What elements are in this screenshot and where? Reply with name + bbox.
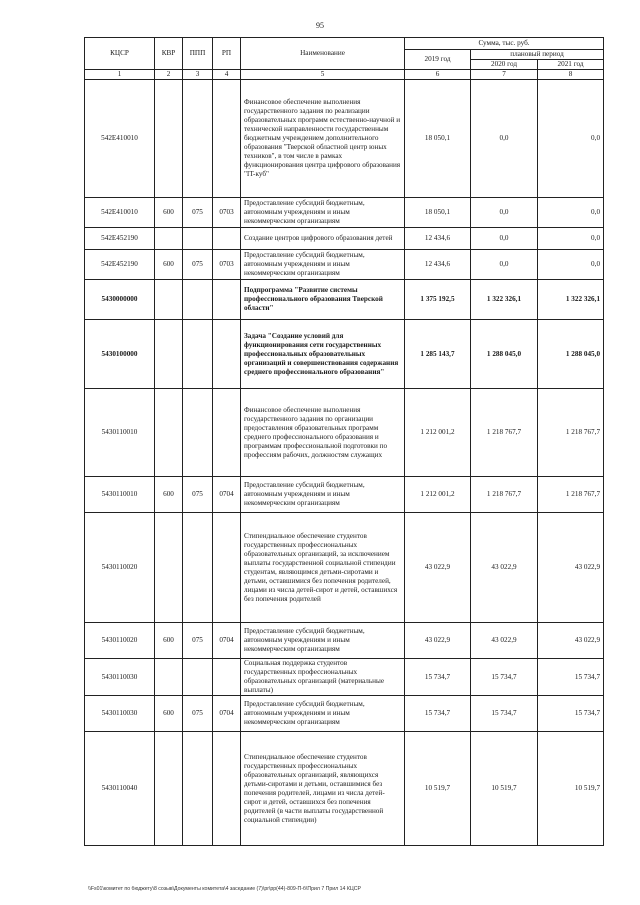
- name-cell: Предоставление субсидий бюджетным, автономным учреждениям и иным некоммерческим организациям: [241, 623, 405, 659]
- kcsr-cell: 542E452190: [85, 228, 155, 250]
- index-cell: 5: [241, 70, 405, 80]
- rp-cell: [213, 513, 241, 623]
- name-cell: Финансовое обеспечение выполнения государственного задания по организации предоставления образовательных программ среднего профессионального образования и программам профессиональной подготовки по профессиям рабочих, должностям служащих: [241, 389, 405, 477]
- value-2020-cell: 1 322 326,1: [471, 280, 538, 320]
- value-2019-cell: 1 212 001,2: [405, 477, 471, 513]
- table-row: [85, 477, 604, 513]
- kvr-cell: [155, 320, 183, 389]
- kcsr-cell: 5430110030: [85, 659, 155, 696]
- index-cell: 2: [155, 70, 183, 80]
- table-row: [85, 513, 604, 623]
- name-cell: Стипендиальное обеспечение студентов государственных профессиональных образовательных организаций, за исключением выплаты государственной социальной стипендии студентам, являющимся детьми-сиротами и детьми, оставшимися без попечения родителей, лицами из числа детей-сирот и детей, оставшихся без попечения родителей: [241, 513, 405, 623]
- name-cell: Предоставление субсидий бюджетным, автономным учреждениям и иным некоммерческим организациям: [241, 477, 405, 513]
- ppp-cell: [183, 732, 213, 846]
- name-cell: Создание центров цифрового образования детей: [241, 228, 405, 250]
- table-row: [85, 659, 604, 696]
- table-row: [85, 389, 604, 477]
- kcsr-cell: 5430100000: [85, 320, 155, 389]
- name-cell: Финансовое обеспечение выполнения государственного задания по реализации образовательных программ естественно-научной и технической направленности государственным бюджетным учреждением дополнительного образования "Тверской областной центр юных техников", в том числе в рамках функционирования центра цифрового образования "IT-куб": [241, 80, 405, 198]
- header-year-2021: 2021 год: [538, 60, 604, 70]
- kcsr-cell: 5430110010: [85, 477, 155, 513]
- kcsr-cell: 5430110040: [85, 732, 155, 846]
- rp-cell: 0704: [213, 623, 241, 659]
- rp-cell: [213, 389, 241, 477]
- kvr-cell: [155, 513, 183, 623]
- value-2020-cell: 43 022,9: [471, 623, 538, 659]
- kcsr-cell: 542E452190: [85, 250, 155, 280]
- value-2019-cell: 43 022,9: [405, 513, 471, 623]
- value-2020-cell: 1 218 767,7: [471, 477, 538, 513]
- table-row: [85, 623, 604, 659]
- table-row: [85, 696, 604, 732]
- value-2021-cell: 43 022,9: [538, 513, 604, 623]
- kcsr-cell: 5430110020: [85, 513, 155, 623]
- value-2020-cell: 1 218 767,7: [471, 389, 538, 477]
- ppp-cell: 075: [183, 477, 213, 513]
- ppp-cell: [183, 659, 213, 696]
- rp-cell: [213, 80, 241, 198]
- kcsr-cell: 542E410010: [85, 198, 155, 228]
- rp-cell: 0704: [213, 477, 241, 513]
- name-cell: Задача "Создание условий для функционирования сети государственных профессиональных образовательных организаций и совершенствования содержания среднего профессионального образования": [241, 320, 405, 389]
- index-cell: 8: [538, 70, 604, 80]
- value-2021-cell: 0,0: [538, 198, 604, 228]
- value-2021-cell: 15 734,7: [538, 659, 604, 696]
- name-cell: Подпрограмма "Развитие системы профессионального образования Тверской области": [241, 280, 405, 320]
- name-cell: Предоставление субсидий бюджетным, автономным учреждениям и иным некоммерческим организациям: [241, 250, 405, 280]
- table-row: [85, 732, 604, 846]
- value-2020-cell: 1 288 045,0: [471, 320, 538, 389]
- value-2019-cell: 1 212 001,2: [405, 389, 471, 477]
- value-2021-cell: 1 322 326,1: [538, 280, 604, 320]
- header-rp: РП: [213, 38, 241, 70]
- rp-cell: [213, 659, 241, 696]
- header-year-2019: 2019 год: [405, 50, 471, 70]
- ppp-cell: [183, 280, 213, 320]
- kvr-cell: [155, 80, 183, 198]
- table-row: [85, 198, 604, 228]
- rp-cell: 0703: [213, 250, 241, 280]
- budget-table: [84, 37, 604, 846]
- kvr-cell: 600: [155, 250, 183, 280]
- kvr-cell: 600: [155, 696, 183, 732]
- kvr-cell: 600: [155, 198, 183, 228]
- value-2021-cell: 0,0: [538, 80, 604, 198]
- value-2021-cell: 1 218 767,7: [538, 477, 604, 513]
- value-2019-cell: 1 285 143,7: [405, 320, 471, 389]
- ppp-cell: [183, 320, 213, 389]
- rp-cell: [213, 228, 241, 250]
- kvr-cell: [155, 228, 183, 250]
- kvr-cell: [155, 732, 183, 846]
- table-row: [85, 80, 604, 198]
- value-2019-cell: 18 050,1: [405, 80, 471, 198]
- kvr-cell: [155, 280, 183, 320]
- value-2019-cell: 10 519,7: [405, 732, 471, 846]
- ppp-cell: 075: [183, 250, 213, 280]
- header-sum: Сумма, тыс. руб.: [405, 38, 604, 50]
- value-2021-cell: 15 734,7: [538, 696, 604, 732]
- ppp-cell: 075: [183, 623, 213, 659]
- index-cell: 3: [183, 70, 213, 80]
- value-2020-cell: 0,0: [471, 198, 538, 228]
- table-row: [85, 228, 604, 250]
- table-row: [85, 250, 604, 280]
- name-cell: Стипендиальное обеспечение студентов государственных профессиональных образовательных организаций, являющихся детьми-сиротами и детьми, оставшимися без попечения родителей, лицами из числа детей-сирот и детей, оставшихся без попечения родителей (в части выплаты государственной социальной стипендии): [241, 732, 405, 846]
- kvr-cell: [155, 659, 183, 696]
- ppp-cell: [183, 389, 213, 477]
- value-2020-cell: 0,0: [471, 80, 538, 198]
- rp-cell: [213, 732, 241, 846]
- page-number: 95: [316, 21, 324, 30]
- kcsr-cell: 5430110020: [85, 623, 155, 659]
- header-kcsr: КЦСР: [85, 38, 155, 70]
- value-2021-cell: 0,0: [538, 250, 604, 280]
- value-2019-cell: 18 050,1: [405, 198, 471, 228]
- value-2021-cell: 10 519,7: [538, 732, 604, 846]
- kcsr-cell: 5430110010: [85, 389, 155, 477]
- value-2020-cell: 10 519,7: [471, 732, 538, 846]
- ppp-cell: [183, 228, 213, 250]
- value-2019-cell: 12 434,6: [405, 250, 471, 280]
- value-2019-cell: 12 434,6: [405, 228, 471, 250]
- value-2019-cell: 15 734,7: [405, 696, 471, 732]
- value-2020-cell: 15 734,7: [471, 659, 538, 696]
- rp-cell: [213, 320, 241, 389]
- rp-cell: 0704: [213, 696, 241, 732]
- value-2019-cell: 43 022,9: [405, 623, 471, 659]
- kcsr-cell: 5430110030: [85, 696, 155, 732]
- header-name: Наименование: [241, 38, 405, 70]
- table-body: [85, 70, 604, 846]
- value-2020-cell: 43 022,9: [471, 513, 538, 623]
- name-cell: Предоставление субсидий бюджетным, автономным учреждениям и иным некоммерческим организациям: [241, 198, 405, 228]
- ppp-cell: 075: [183, 696, 213, 732]
- ppp-cell: [183, 80, 213, 198]
- kvr-cell: [155, 389, 183, 477]
- kvr-cell: 600: [155, 623, 183, 659]
- index-cell: 7: [471, 70, 538, 80]
- name-cell: Предоставление субсидий бюджетным, автономным учреждениям и иным некоммерческим организациям: [241, 696, 405, 732]
- ppp-cell: 075: [183, 198, 213, 228]
- kcsr-cell: 5430000000: [85, 280, 155, 320]
- header-ppp: ППП: [183, 38, 213, 70]
- value-2020-cell: 15 734,7: [471, 696, 538, 732]
- value-2019-cell: 1 375 192,5: [405, 280, 471, 320]
- rp-cell: 0703: [213, 198, 241, 228]
- column-index-row: [85, 70, 604, 80]
- file-path-footer: \\Fs01\комитет по бюджету\8 созыв\Документы комитета\4 заседание (7)\pr\рр(44)-809-П-б\Прил 7 Прил 14 КЦСР: [88, 886, 361, 892]
- value-2021-cell: 0,0: [538, 228, 604, 250]
- value-2019-cell: 15 734,7: [405, 659, 471, 696]
- index-cell: 6: [405, 70, 471, 80]
- index-cell: 1: [85, 70, 155, 80]
- value-2021-cell: 43 022,9: [538, 623, 604, 659]
- kvr-cell: 600: [155, 477, 183, 513]
- ppp-cell: [183, 513, 213, 623]
- name-cell: Социальная поддержка студентов государственных профессиональных образовательных организаций (материальные выплаты): [241, 659, 405, 696]
- table-row: [85, 280, 604, 320]
- value-2021-cell: 1 288 045,0: [538, 320, 604, 389]
- header-kvr: КВР: [155, 38, 183, 70]
- table-row: [85, 320, 604, 389]
- value-2021-cell: 1 218 767,7: [538, 389, 604, 477]
- value-2020-cell: 0,0: [471, 228, 538, 250]
- kcsr-cell: 542E410010: [85, 80, 155, 198]
- index-cell: 4: [213, 70, 241, 80]
- header-planning-period: плановый период: [471, 50, 604, 60]
- rp-cell: [213, 280, 241, 320]
- header-year-2020: 2020 год: [471, 60, 538, 70]
- value-2020-cell: 0,0: [471, 250, 538, 280]
